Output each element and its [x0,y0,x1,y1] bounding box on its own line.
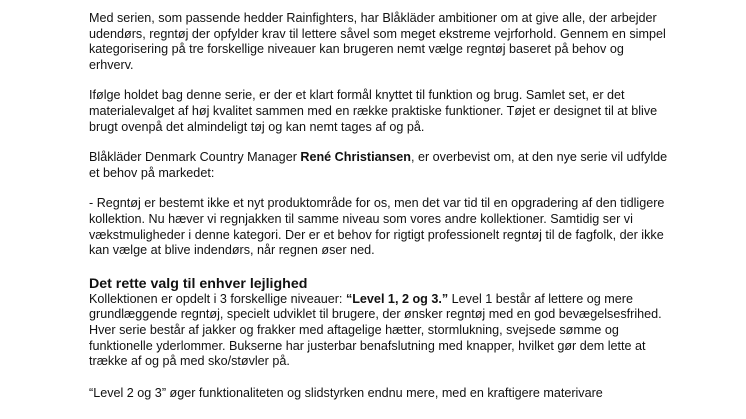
text-run: Blåkläder Denmark Country Manager [89,150,301,165]
levels-emphasis: “Level 1, 2 og 3.” [345,291,449,306]
paragraph-level-2-3-partial: “Level 2 og 3” øger funktionaliteten og slidstyrken endnu mere, med en kraftigere materivare [89,385,603,400]
text-run: Kollektionen er opdelt i 3 forskellige niveauer: [89,291,346,306]
paragraph-country-manager [89,150,669,181]
paragraph-levels [89,292,669,370]
text-run: , er overbevist om, at den nye serie vil udfylde et behov på markedet: [89,150,668,180]
person-name: René Christiansen [300,150,411,165]
paragraph-quote: - Regntøj er bestemt ikke et nyt produktområde for os, men det var tid til en opgradering af den tidligere kollektion. Nu hæver vi regnjakken til samme niveau som vores andre kollektioner. Samtidig ser vi vækstmuligheder i denne kategori. Der er et behov for rigtigt professionelt regntøj til de fagfolk, der ikke kan vælge at blive indendørs, når regnen øser ned. [89,196,665,258]
document-page [89,11,669,400]
paragraph-intro: Med serien, som passende hedder Rainfighters, har Blåkläder ambitioner om at give alle, der arbejder udendørs, regntøj der opfylder krav til lettere såvel som meget ekstreme vejrforhold. Gennem en simpel kategorisering på tre forskellige niveauer kan brugeren nemt vælge regntøj baseret på behov og erhverv. [89,11,666,72]
text-run: Level 1 består af lettere og mere grundlæggende regntøj, specielt udviklet til brugere, der ønsker regntøj med en god bevægelsesfrihed. Hver serie består af jakker og frakker med aftagelige hætter, stormlukning, svejsede sømme og funktionelle yderlommer. Bukserne har justerbar benafslutning med knapper, hvilket gør dem lette at trække af og på med sko/støvler på. [89,291,662,369]
section-heading: Det rette valg til enhver lejlighed [89,275,308,292]
paragraph-purpose: Ifølge holdet bag denne serie, er der et klart formål knyttet til funktion og brug. Samlet set, er det materialevalget af høj kvalitet sammen med en række praktiske funktioner. Tøjet er designet til at blive brugt ovenpå det almindeligt tøj og kan nemt tages af og på. [89,88,658,134]
